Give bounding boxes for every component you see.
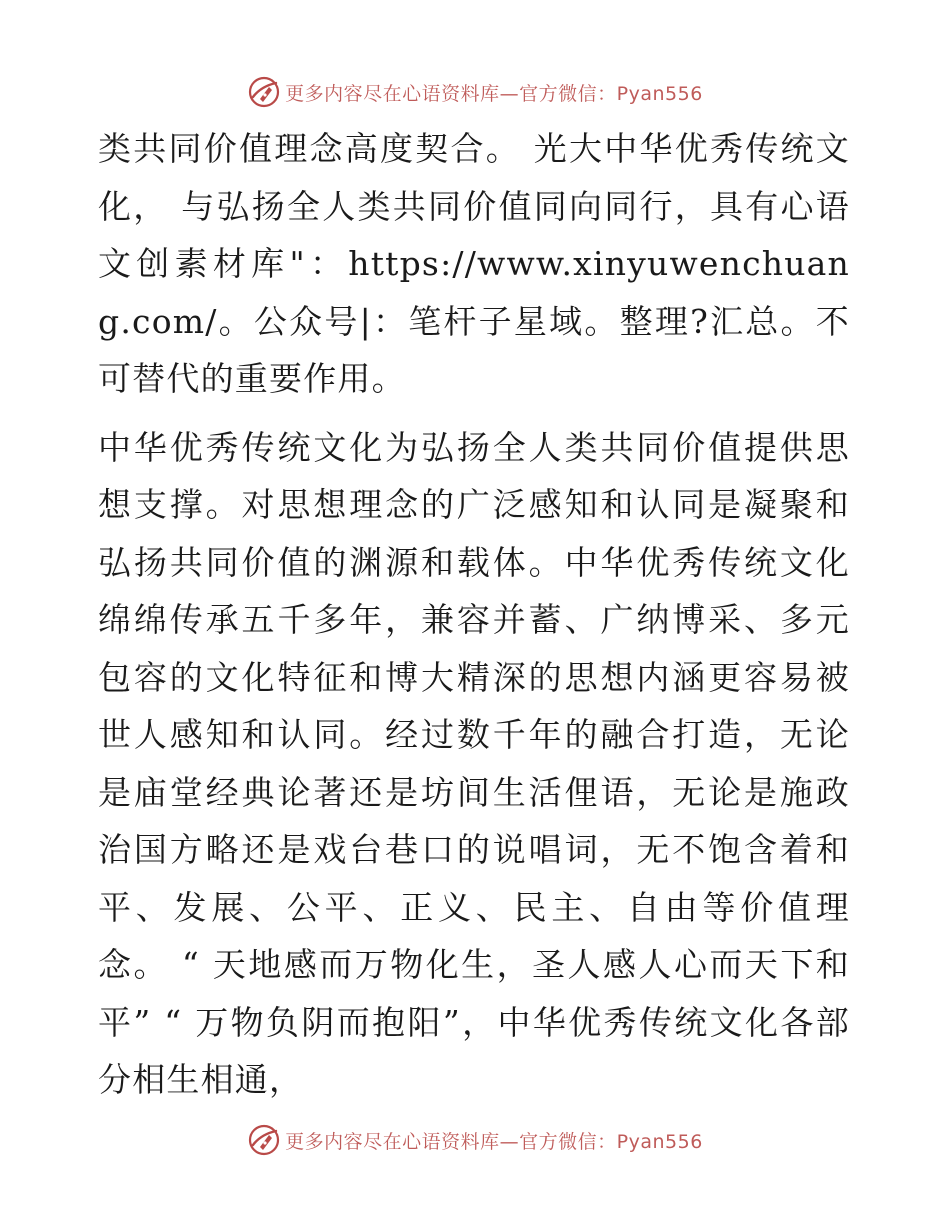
header-banner-text: 更多内容尽在心语资料库—官方微信：Pyan556 xyxy=(285,82,703,105)
paragraph-2: 中华优秀传统文化为弘扬全人类共同价值提供思想支撑。对思想理念的广泛感知和认同是凝聚和弘扬共同价值的渊源和载体。中华优秀传统文化绵绵传承五千多年，兼容并蓄、广纳博采、多元包容的文化特征和博大精深的思想内涵更容易被世人感知和认同。经过数千年的融合打造，无论是庙堂经典论著还是坊间生活俚语，无论是施政治国方略还是戏台巷口的说唱词，无不饱含着和平、发展、公平、正义、民主、自由等价值理念。 “ 天地感而万物化生，圣人感人心而天下和平” “ 万物负阴而抱阳”，中华优秀传统文化各部分相生相通， xyxy=(98,427,850,1099)
footer-banner xyxy=(0,1118,950,1162)
header-banner xyxy=(0,70,950,114)
footer-banner-text: 更多内容尽在心语资料库—官方微信：Pyan556 xyxy=(285,1130,703,1153)
paragraph-1: 类共同价值理念高度契合。 光大中华优秀传统文化， 与弘扬全人类共同价值同向同行，具有心语文创素材库"：https://www.xinyuwenchuang.com/。公众号|：笔杆子星域。整理?汇总。不可替代的重要作用。 xyxy=(98,129,850,398)
pen-nib-logo-icon xyxy=(247,1123,281,1157)
document-body xyxy=(98,120,850,1109)
pen-nib-logo-icon xyxy=(247,75,281,109)
